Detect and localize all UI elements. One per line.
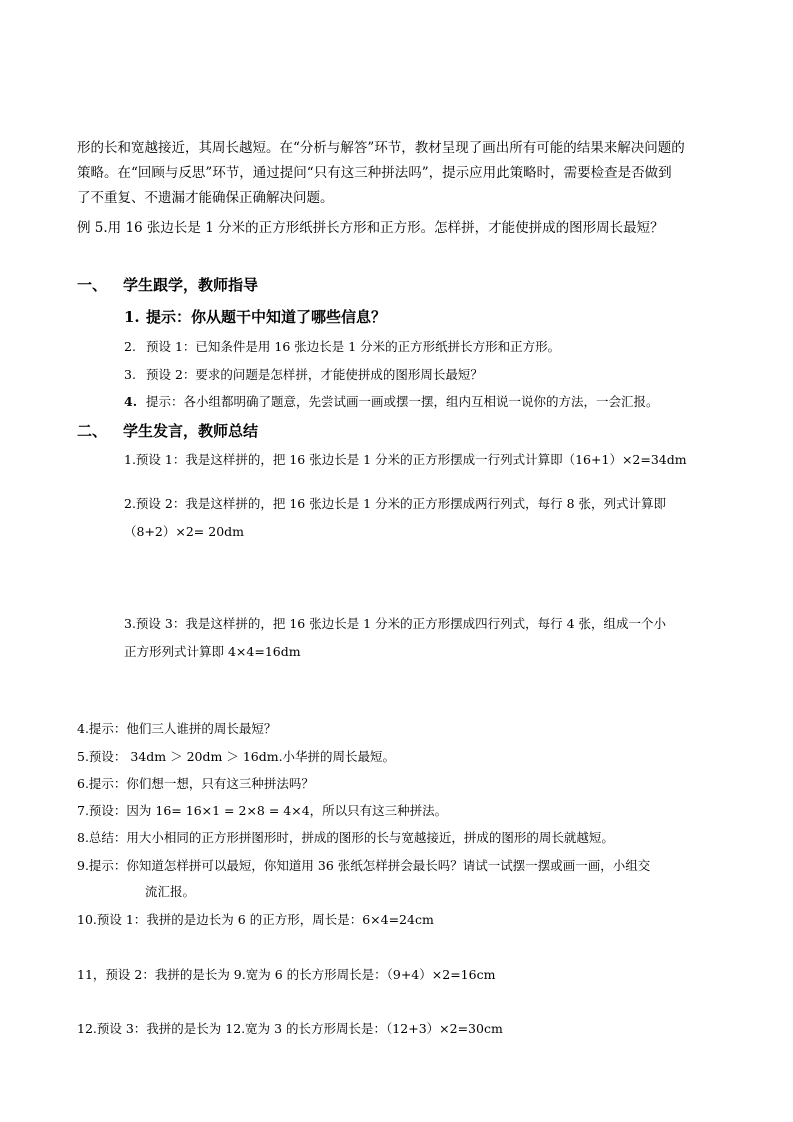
list-item-6: 6.提示：你们想一想，只有这三种拼法吗？: [77, 776, 314, 791]
list-item-11: 11，预设 2：我拼的是长为 9.宽为 6 的长方形周长是：（9+4）×2=16cm: [77, 967, 496, 982]
section-2-item-3-line-1: 3.预设 3：我是这样拼的，把 16 张边长是 1 分米的正方形摆成四行列式，每行 4 张，组成一个小: [124, 616, 667, 631]
list-item-9-line-2: 流汇报。: [145, 884, 196, 899]
list-item-8: 8.总结：用大小相同的正方形拼图形时，拼成的图形的长与宽越接近，拼成的图形的周长就越短。: [77, 830, 614, 845]
section-1-number: 一、: [77, 276, 108, 294]
section-1-item-2: 2. 预设 1：已知条件是用 16 张边长是 1 分米的正方形纸拼长方形和正方形。: [124, 339, 561, 354]
list-item-10: 10.预设 1：我拼的是边长为 6 的正方形，周长是：6×4=24cm: [77, 912, 434, 927]
section-1-heading: [77, 275, 258, 295]
section-1-item-1: 1. 提示：你从题干中知道了哪些信息？: [124, 308, 387, 326]
list-item-9-line-1: 9.提示：你知道怎样拼可以最短，你知道用 36 张纸怎样拼会最长吗？请试一试摆一摆或画一画，小组交: [77, 858, 651, 873]
section-1-item-4: 4. 提示：各小组都明确了题意，先尝试画一画或摆一摆，组内互相说一说你的方法，一会汇报。: [124, 394, 659, 409]
section-2-title: 学生发言，教师总结: [123, 422, 259, 440]
section-1-item-3: 3. 预设 2：要求的问题是怎样拼，才能使拼成的图形周长最短？: [124, 367, 483, 382]
example-5-problem: 例 5.用 16 张边长是 1 分米的正方形纸拼长方形和正方形。怎样拼，才能使拼成的图形周长最短？: [77, 220, 664, 236]
list-item-12: 12.预设 3：我拼的是长为 12.宽为 3 的长方形周长是：（12+3）×2=30cm: [77, 1021, 503, 1036]
list-item-4: 4.提示：他们三人谁拼的周长最短？: [77, 721, 277, 736]
section-2-item-3-line-2: 正方形列式计算即 4×4=16dm: [124, 644, 301, 659]
intro-line-3: 了不重复、不遗漏才能确保正确解决问题。: [77, 190, 334, 206]
list-item-5: 5.预设： 34dm ＞ 20dm ＞ 16dm.小华拼的周长最短。: [77, 749, 396, 764]
section-2-heading: [77, 421, 258, 441]
section-2-item-1: 1.预设 1：我是这样拼的，把 16 张边长是 1 分米的正方形摆成一行列式计算即（16+1）×2=34dm: [124, 452, 687, 467]
section-2-item-2-line-2: （8+2）×2= 20dm: [124, 524, 245, 539]
section-2-item-2-line-1: 2.预设 2：我是这样拼的，把 16 张边长是 1 分米的正方形摆成两行列式，每行 8 张，列式计算即: [124, 496, 667, 511]
intro-line-2: 策略。在“回顾与反思”环节，通过提问“只有这三种拼法吗”，提示应用此策略时，需要检查是否做到: [77, 165, 672, 181]
section-1-title: 学生跟学，教师指导: [123, 276, 259, 294]
list-item-7: 7.预设：因为 16= 16×1 = 2×8 = 4×4，所以只有这三种拼法。: [77, 803, 448, 818]
section-2-number: 二、: [77, 422, 108, 440]
intro-line-1: 形的长和宽越接近，其周长越短。在“分析与解答”环节，教材呈现了画出所有可能的结果来解决问题的: [77, 140, 685, 156]
